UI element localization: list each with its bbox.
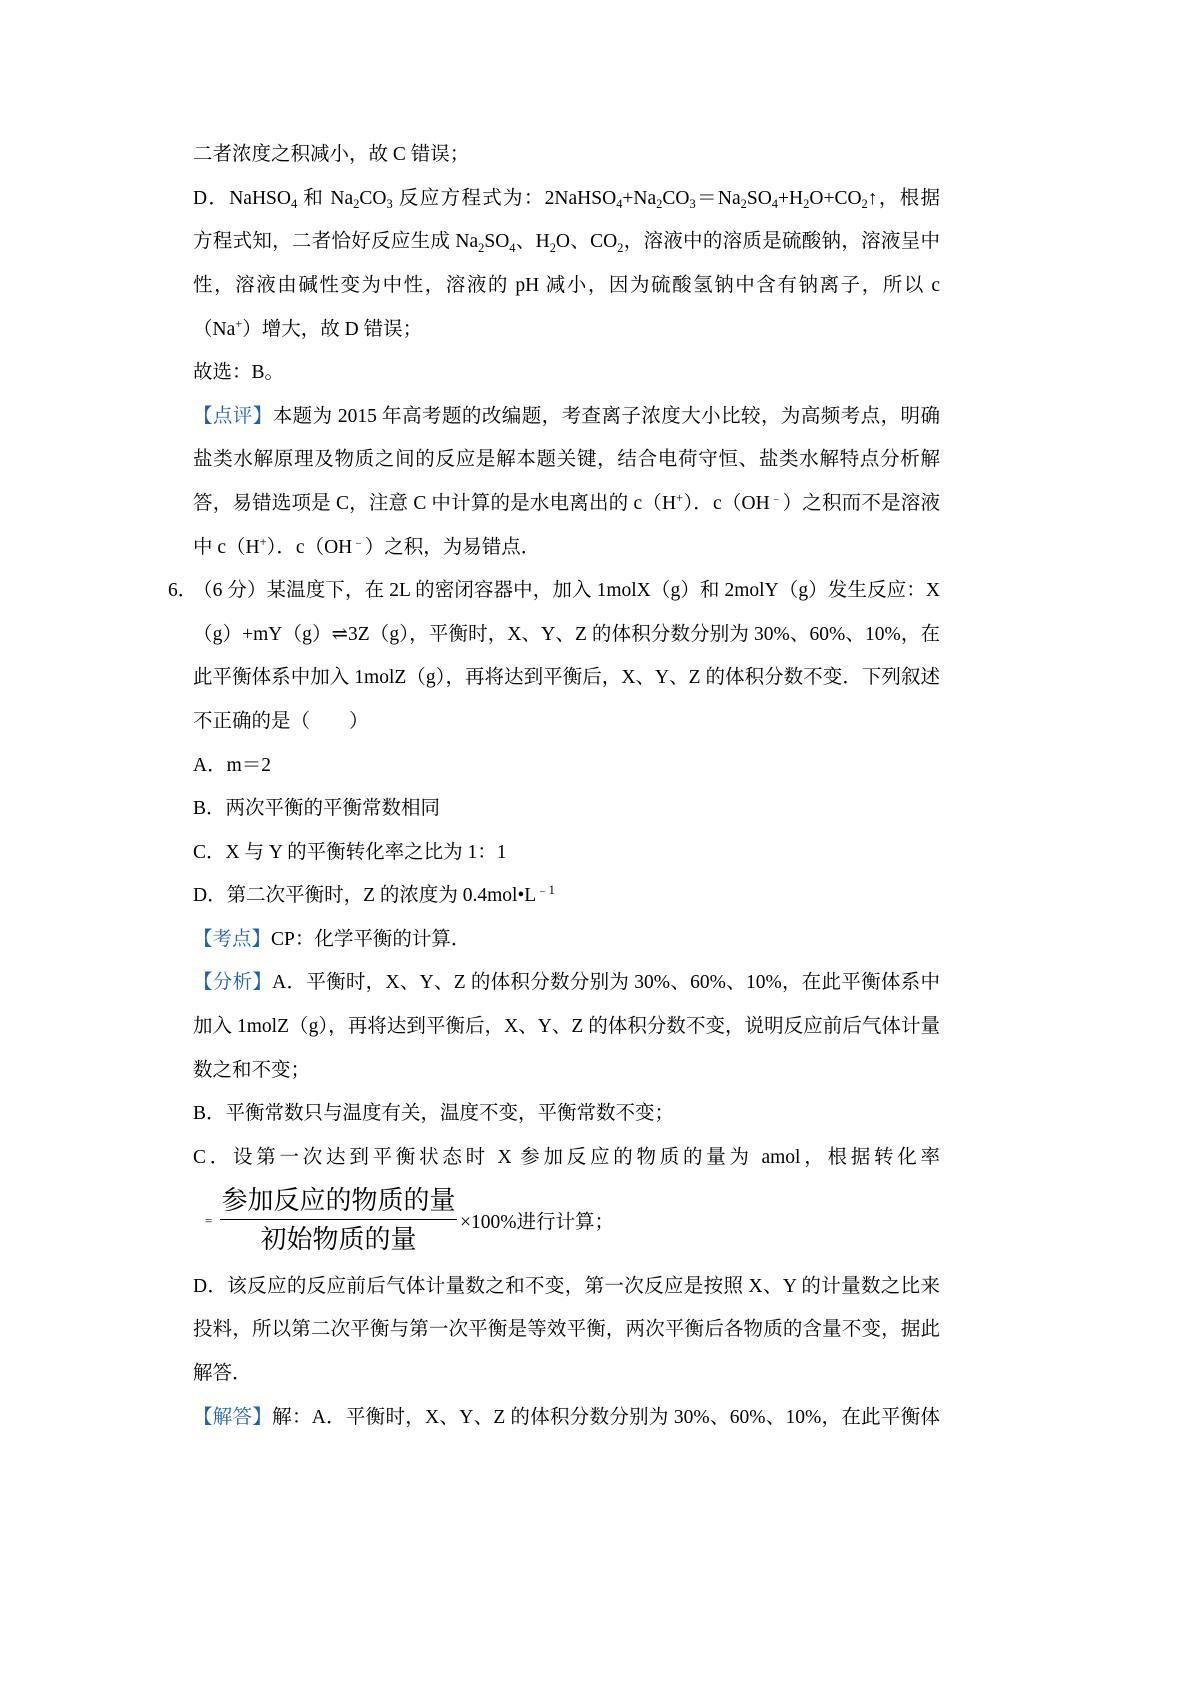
formula-tail: ×100%进行计算； (460, 1212, 614, 1234)
solution-start (193, 1396, 940, 1440)
text-line (193, 220, 940, 264)
question-number: 6． (168, 580, 198, 602)
text-run: SO (746, 187, 772, 209)
analysis-b (193, 1092, 940, 1136)
text-line (193, 918, 940, 962)
superscript: + (235, 316, 243, 331)
text-run: ）增大，故 D 错误； (242, 318, 423, 340)
text-run: ↑，根据 (867, 187, 940, 209)
text-line (193, 1396, 940, 1440)
superscript: ﹣1 (536, 883, 555, 898)
text-run: A．平衡时，X、Y、Z 的体积分数分别为 30%、60%、10%，在此平衡体系中 (272, 972, 940, 994)
text-run: B．平衡常数只与温度有关，温度不变，平衡常数不变； (193, 1103, 675, 1125)
text-line (193, 787, 940, 831)
text-line (193, 569, 940, 613)
text-run: D．NaHSO (193, 187, 291, 209)
text-run: O+CO (809, 187, 862, 209)
subscript: 4 (290, 197, 298, 212)
subscript: 2 (353, 197, 360, 212)
subscript: 4 (771, 197, 779, 212)
text-run: 解答． (193, 1363, 252, 1385)
text-run: （Na (193, 318, 236, 340)
text-run: C．设第一次达到平衡状态时 X 参加反应的物质的量为 amol，根据转化率 (193, 1146, 940, 1168)
text-line (193, 744, 940, 788)
text-run: 不正确的是（ ） (193, 710, 369, 732)
superscript: + (676, 491, 684, 506)
text-line (193, 1092, 940, 1136)
text-run: CO (359, 187, 387, 209)
text-line (193, 656, 940, 700)
question-stem (193, 569, 940, 743)
subscript: 2 (656, 197, 663, 212)
text-run: ）之积，为易错点． (364, 536, 541, 558)
text-line (193, 874, 940, 918)
section-tag: 【点评】 (193, 405, 273, 427)
text-line (193, 177, 940, 221)
text-run: CO (662, 187, 690, 209)
subscript: 4 (509, 240, 516, 255)
text-line (193, 831, 940, 875)
superscript: + (259, 534, 267, 549)
text-run: 此平衡体系中加入 1molZ（g），再将达到平衡后，X、Y、Z 的体积分数不变．下列叙述 (193, 667, 940, 689)
formula-equals: = (205, 1213, 213, 1229)
subscript: 2 (861, 197, 868, 212)
text-line (193, 1136, 940, 1180)
subscript: 2 (478, 240, 485, 255)
text-line (193, 395, 940, 439)
text-line (193, 613, 940, 657)
subscript: 3 (689, 197, 696, 212)
text-run: C．X 与 Y 的平衡转化率之比为 1：1 (193, 841, 507, 863)
formula-denominator: 初始物质的量 (260, 1225, 417, 1255)
text-run: 和 Na (297, 187, 354, 209)
document-page (168, 133, 940, 1439)
analysis-a (193, 961, 940, 1092)
text-run: D．第二次平衡时，Z 的浓度为 0.4mol•L (193, 885, 537, 907)
text-run: 数之和不变； (193, 1059, 311, 1081)
option-d (193, 874, 940, 918)
answer-d-explanation (193, 177, 940, 351)
text-run: 解：A．平衡时，X、Y、Z 的体积分数分别为 30%、60%、10%，在此平衡体 (272, 1406, 940, 1428)
answer-c-continuation (193, 133, 940, 177)
text-run: 二者浓度之积减小，故 C 错误； (193, 144, 470, 166)
option-b (193, 787, 940, 831)
text-run: 中 c（H (193, 536, 260, 558)
text-run: CP：化学平衡的计算． (271, 928, 471, 950)
text-run: ，溶液中的溶质是硫酸钠，溶液呈中 (623, 231, 940, 253)
text-run: 性，溶液由碱性变为中性，溶液的 pH 减小，因为硫酸氢钠中含有钠离子，所以 c (193, 274, 940, 296)
text-run: A．m＝2 (193, 754, 272, 776)
superscript: ﹣ (769, 491, 783, 506)
subscript: 2 (617, 240, 624, 255)
text-run: 反应方程式为：2NaHSO (392, 187, 617, 209)
text-line (193, 1005, 940, 1049)
text-run: 答，易错选项是 C，注意 C 中计算的是水电离出的 c（H (193, 492, 677, 514)
text-line (193, 1265, 940, 1309)
text-run: 投料，所以第二次平衡与第一次平衡是等效平衡，两次平衡后各物质的含量不变，据此 (193, 1319, 940, 1341)
knowledge-point (193, 918, 940, 962)
question-6 (168, 569, 940, 743)
formula-fraction (220, 1183, 457, 1260)
text-run: 方程式知，二者恰好反应生成 Na (193, 231, 479, 253)
analysis-c (193, 1136, 940, 1180)
text-line (193, 526, 940, 570)
text-run: 盐类水解原理及物质之间的反应是解本题关键，结合电荷守恒、盐类水解特点分析解 (193, 449, 940, 471)
text-run: SO (484, 231, 510, 253)
superscript: ﹣ (352, 534, 365, 549)
text-run: 加入 1molZ（g），再将达到平衡后，X、Y、Z 的体积分数不变，说明反应前后气体计量 (193, 1016, 940, 1038)
text-run: D．该反应的反应前后气体计量数之和不变，第一次反应是按照 X、Y 的计量数之比来 (193, 1275, 940, 1297)
option-c (193, 831, 940, 875)
text-run: （6 分）某温度下，在 2L 的密闭容器中，加入 1molX（g）和 2molY（g）发生反应：X (193, 580, 940, 602)
text-run: ＝Na (695, 187, 741, 209)
subscript: 2 (803, 197, 810, 212)
analysis-d (193, 1265, 940, 1396)
text-run: O、CO (555, 231, 618, 253)
text-run: 、H (515, 231, 550, 253)
text-line (193, 700, 940, 744)
text-line (193, 1049, 940, 1093)
text-run: +Na (622, 187, 657, 209)
text-run: B．两次平衡的平衡常数相同 (193, 798, 441, 820)
text-line (193, 1352, 940, 1396)
text-run: ）．c（OH (266, 536, 353, 558)
text-run: ）之积而不是溶液 (782, 492, 940, 514)
formula-numerator: 参加反应的物质的量 (221, 1186, 456, 1216)
text-line (193, 1308, 940, 1352)
text-run: +H (778, 187, 804, 209)
conversion-formula (193, 1179, 940, 1264)
section-tag: 【分析】 (193, 972, 273, 994)
subscript: 3 (386, 197, 393, 212)
subscript: 2 (549, 240, 556, 255)
subscript: 4 (616, 197, 623, 212)
text-line (193, 264, 940, 308)
section-tag: 【考点】 (193, 928, 272, 950)
text-line (193, 308, 940, 352)
answer-choice (193, 351, 940, 395)
section-tag: 【解答】 (193, 1406, 273, 1428)
text-line (193, 438, 940, 482)
text-run: ）．c（OH (683, 492, 770, 514)
review-note (193, 395, 940, 569)
text-run: 故选：B。 (193, 362, 285, 384)
text-line (193, 351, 940, 395)
text-line (193, 133, 940, 177)
text-line (193, 482, 940, 526)
text-run: 本题为 2015 年高考题的改编题，考查离子浓度大小比较，为高频考点，明确 (272, 405, 940, 427)
subscript: 2 (740, 197, 747, 212)
text-run: （g）+mY（g）⇌3Z（g），平衡时，X、Y、Z 的体积分数分别为 30%、60%、10%，在 (193, 623, 940, 645)
option-a (193, 744, 940, 788)
text-line (193, 961, 940, 1005)
